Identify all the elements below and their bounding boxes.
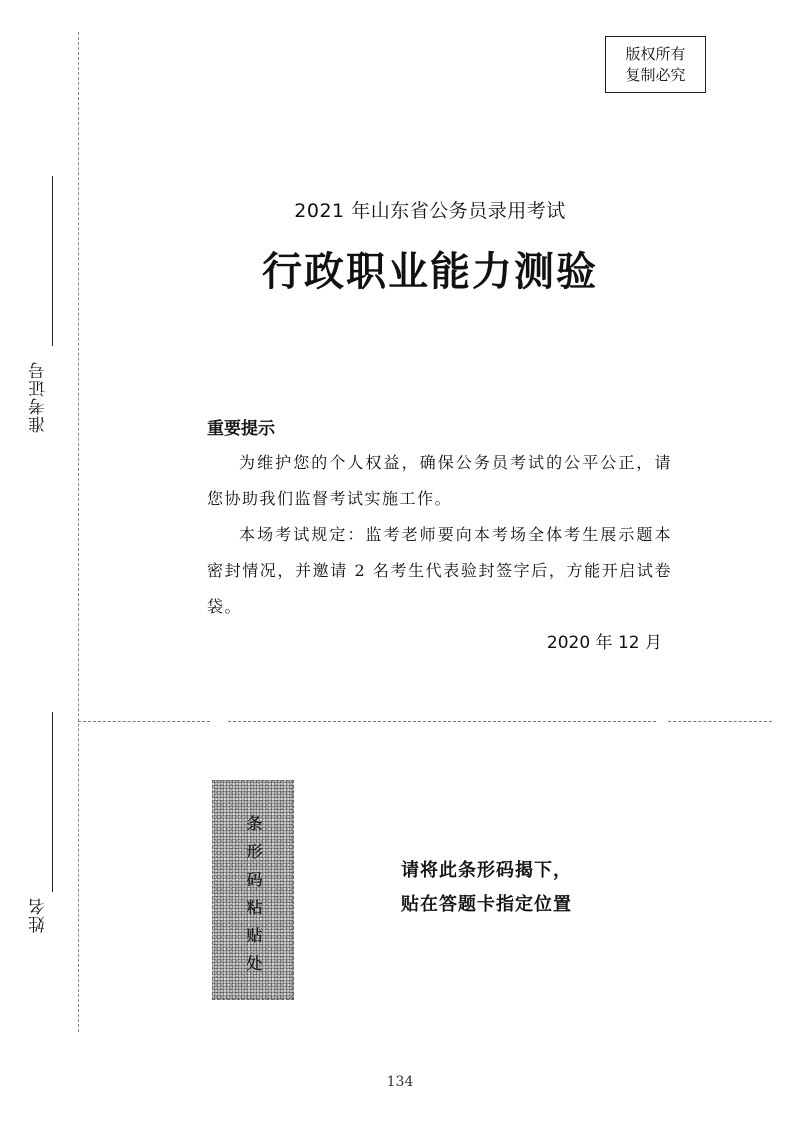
page-number: 134: [386, 1074, 414, 1090]
notice-date: 2020 年 12 月: [546, 633, 662, 653]
notice-heading: 重要提示: [207, 419, 275, 439]
barcode-instruction-line-1: 请将此条形码揭下，: [401, 860, 572, 881]
notice-paragraph-1: 为维护您的个人权益，确保公务员考试的公平公正，请您协助我们监督考试实施工作。: [207, 453, 672, 508]
exam-subtitle: 2021 年山东省公务员录用考试: [294, 200, 566, 222]
name-label: 姓名: [29, 897, 49, 934]
barcode-sticker-area: [212, 780, 294, 1000]
cut-line-segment-3: [668, 721, 772, 722]
cut-line-segment-1: [78, 721, 210, 722]
barcode-instruction-line-2: 贴在答题卡指定位置: [401, 894, 572, 915]
barcode-label: 条形码粘贴处: [244, 815, 263, 983]
binding-dotted-line: [78, 32, 79, 1032]
copyright-line-2: 复制必究: [625, 65, 686, 84]
copyright-box: [605, 36, 706, 93]
exam-title: 行政职业能力测验: [262, 248, 598, 295]
copyright-line-1: 版权所有: [625, 44, 686, 63]
cut-line-segment-2: [228, 721, 656, 722]
exam-id-label: 准考证号: [29, 361, 49, 434]
notice-paragraph-2: 本场考试规定：监考老师要向本考场全体考生展示题本密封情况，并邀请 2 名考生代表验封签字后，方能开启试卷袋。: [207, 525, 672, 616]
name-underline: [52, 712, 53, 892]
